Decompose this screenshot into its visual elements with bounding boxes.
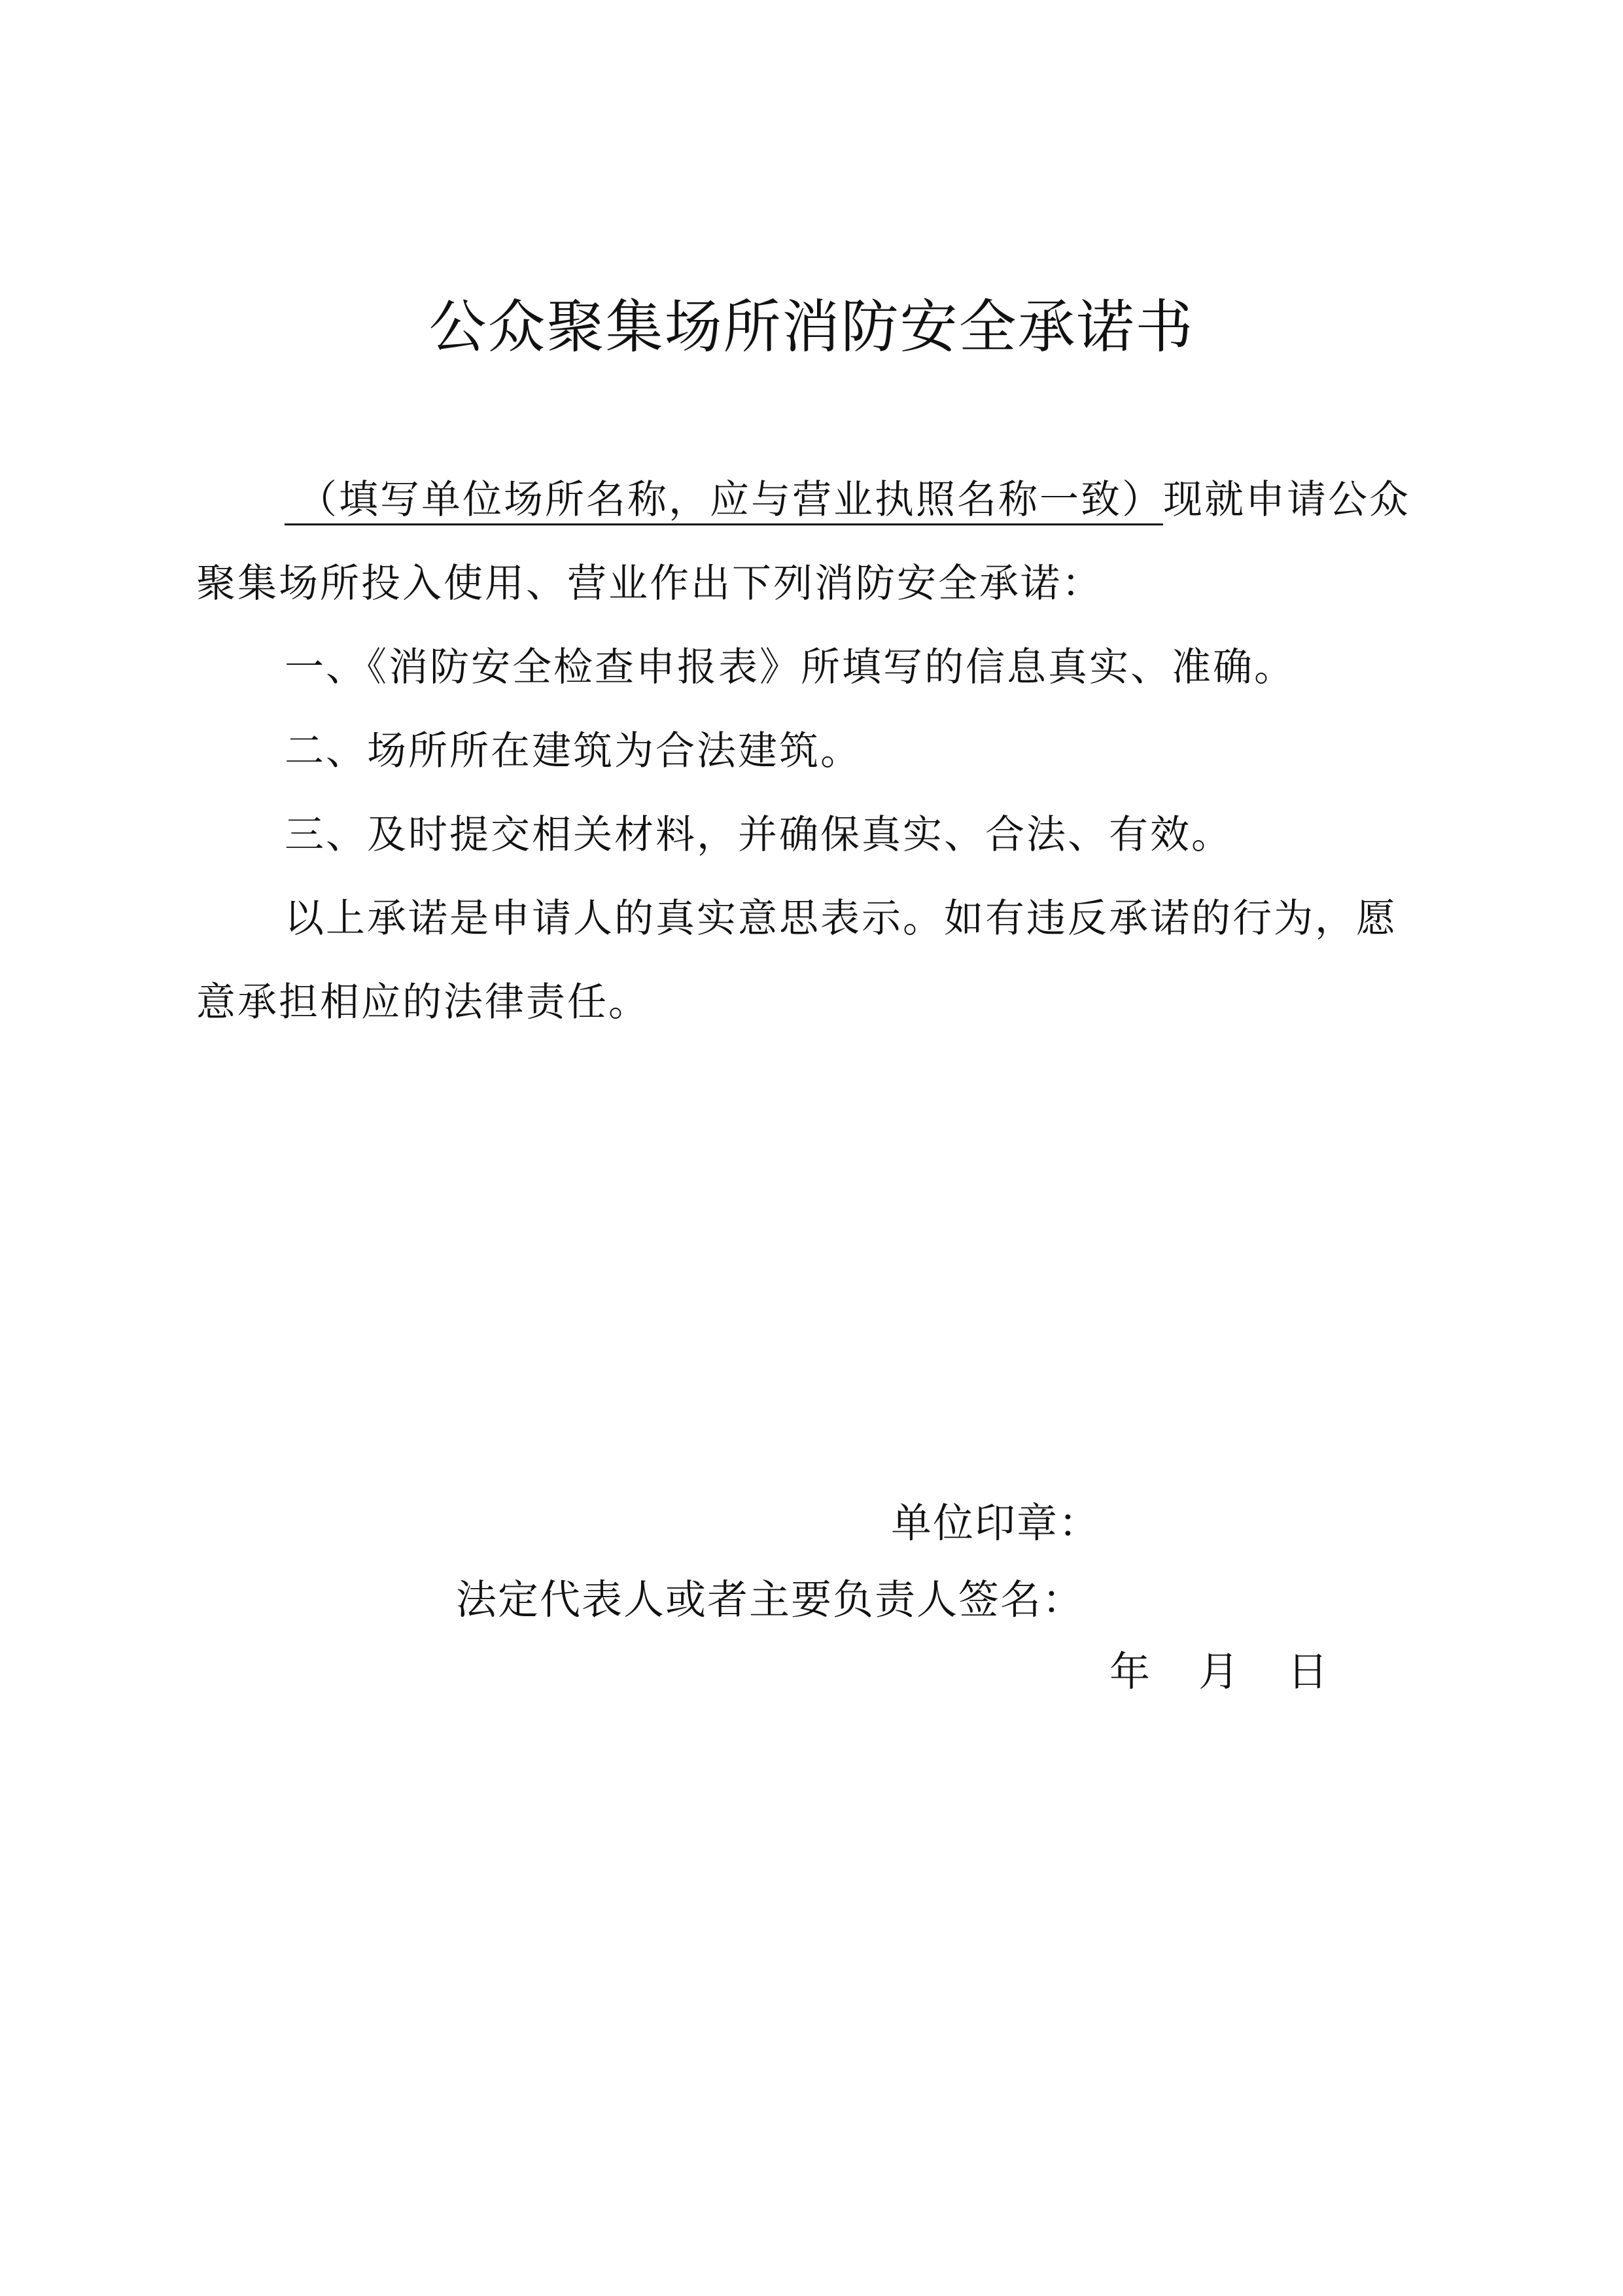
commitment-item-2: 二、场所所在建筑为合法建筑。	[285, 728, 862, 774]
date-year-label: 年	[1109, 1648, 1152, 1695]
commitment-item-1: 一、《消防安全检查申报表》所填写的信息真实、准确。	[285, 645, 1295, 690]
closing-paragraph: 以上承诺是申请人的真实意思表示。如有违反承诺的行为，愿意承担相应的法律责任。	[196, 896, 1397, 1025]
document-body	[196, 458, 1433, 1044]
intro-paragraph	[196, 458, 1433, 626]
intro-text: 现就申请公众聚集场所投入使用、营业作出下列消防安全承诺：	[196, 477, 1410, 607]
date-line	[1109, 1639, 1329, 1697]
date-month-label: 月	[1198, 1648, 1241, 1695]
venue-name-fill-line[interactable]: （填写单位场所名称，应与营业执照名称一致）	[285, 476, 1163, 525]
seal-label: 单位印章：	[891, 1499, 1101, 1547]
signer-label: 法定代表人或者主要负责人签名：	[456, 1576, 1085, 1623]
commitment-item-3: 三、及时提交相关材料，并确保真实、合法、有效。	[285, 812, 1232, 858]
document-title: 公众聚集场所消防安全承诺书	[428, 293, 1195, 361]
date-day-label: 日	[1287, 1648, 1330, 1695]
